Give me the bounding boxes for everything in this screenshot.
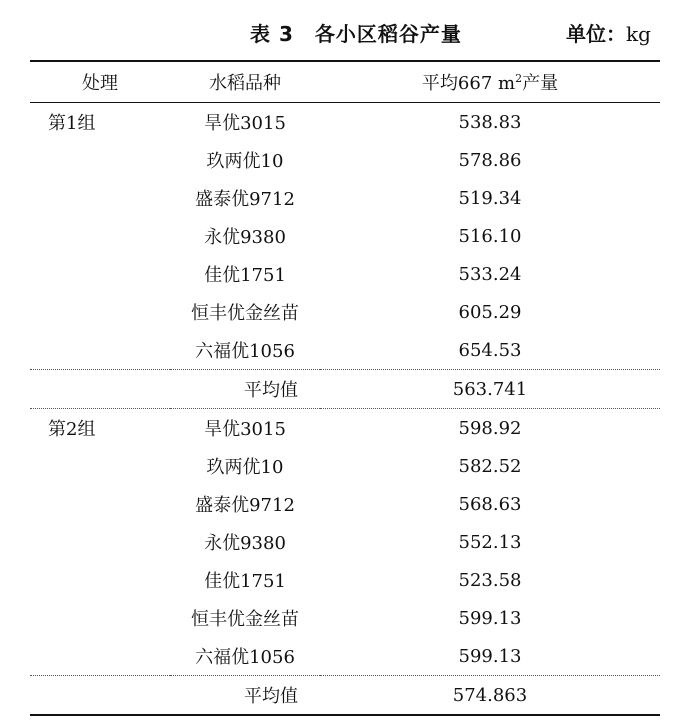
yield-cell: 523.58 [458,569,522,591]
variety-cell: 佳优1751 [204,265,286,286]
yield-cell: 519.34 [458,187,522,209]
unit-value: kg [626,22,651,46]
table-row [30,447,660,485]
yield-cell: 516.10 [458,225,522,247]
table-row [30,599,660,637]
average-label-text: 平均值 [244,380,298,401]
table-row [30,409,660,448]
table-row [30,103,660,142]
average-row [30,370,660,409]
variety-cell: 恒丰优金丝苗 [191,303,299,324]
table-row [30,293,660,331]
average-row [30,676,660,716]
variety-cell: 佳优1751 [204,571,286,592]
table-row [30,141,660,179]
table-title: 表 3 各小区稻谷产量 [250,22,462,46]
variety-cell: 盛泰优9712 [195,189,295,210]
yield-cell: 605.29 [458,301,522,323]
table-row [30,637,660,676]
yield-cell: 599.13 [458,645,522,667]
variety-cell: 旱优3015 [204,419,286,440]
yield-cell: 598.92 [458,417,522,439]
header-treatment: 处理 [82,73,118,94]
yield-cell: 538.83 [458,111,522,133]
variety-cell: 玖两优10 [206,457,284,478]
table-row [30,217,660,255]
group-empty [30,447,170,485]
average-value: 574.863 [320,676,660,716]
yield-cell: 578.86 [458,149,522,171]
header-variety: 水稻品种 [209,73,281,94]
variety-cell: 恒丰优金丝苗 [191,609,299,630]
group-empty [30,179,170,217]
header-yield [320,61,660,103]
yield-table [30,60,660,716]
group-empty [30,561,170,599]
header-yield-part1: 平均667 m [421,73,516,94]
header-row [30,61,660,103]
group-empty [30,217,170,255]
variety-cell: 旱优3015 [204,113,286,134]
table-row [30,255,660,293]
group-empty [30,141,170,179]
group-empty [30,331,170,370]
variety-cell: 永优9380 [204,533,286,554]
yield-cell: 654.53 [458,339,522,361]
table-row [30,561,660,599]
group-name: 第2组 [48,419,96,440]
group-empty [30,255,170,293]
average-value: 563.741 [320,370,660,409]
table-row [30,331,660,370]
average-label [30,370,320,409]
yield-cell: 552.13 [458,531,522,553]
group-empty [30,599,170,637]
table-row [30,179,660,217]
average-label-text: 平均值 [244,686,298,707]
unit-label [566,18,651,47]
header-yield-sup: 2 [515,72,523,85]
variety-cell: 玖两优10 [206,151,284,172]
unit-label-text: 单位： [566,22,626,46]
variety-cell: 永优9380 [204,227,286,248]
yield-cell: 582.52 [458,455,522,477]
group-empty [30,485,170,523]
group-name: 第1组 [48,113,96,134]
average-label [30,676,320,716]
table-row [30,523,660,561]
group-empty [30,293,170,331]
group-empty [30,523,170,561]
variety-cell: 六福优1056 [195,647,295,668]
yield-cell: 599.13 [458,607,522,629]
table-title-bar [0,14,700,48]
variety-cell: 六福优1056 [195,341,295,362]
header-yield-part2: 产量 [522,73,559,94]
yield-cell: 533.24 [458,263,522,285]
yield-cell: 568.63 [458,493,522,515]
group-empty [30,637,170,676]
variety-cell: 盛泰优9712 [195,495,295,516]
table-row [30,485,660,523]
